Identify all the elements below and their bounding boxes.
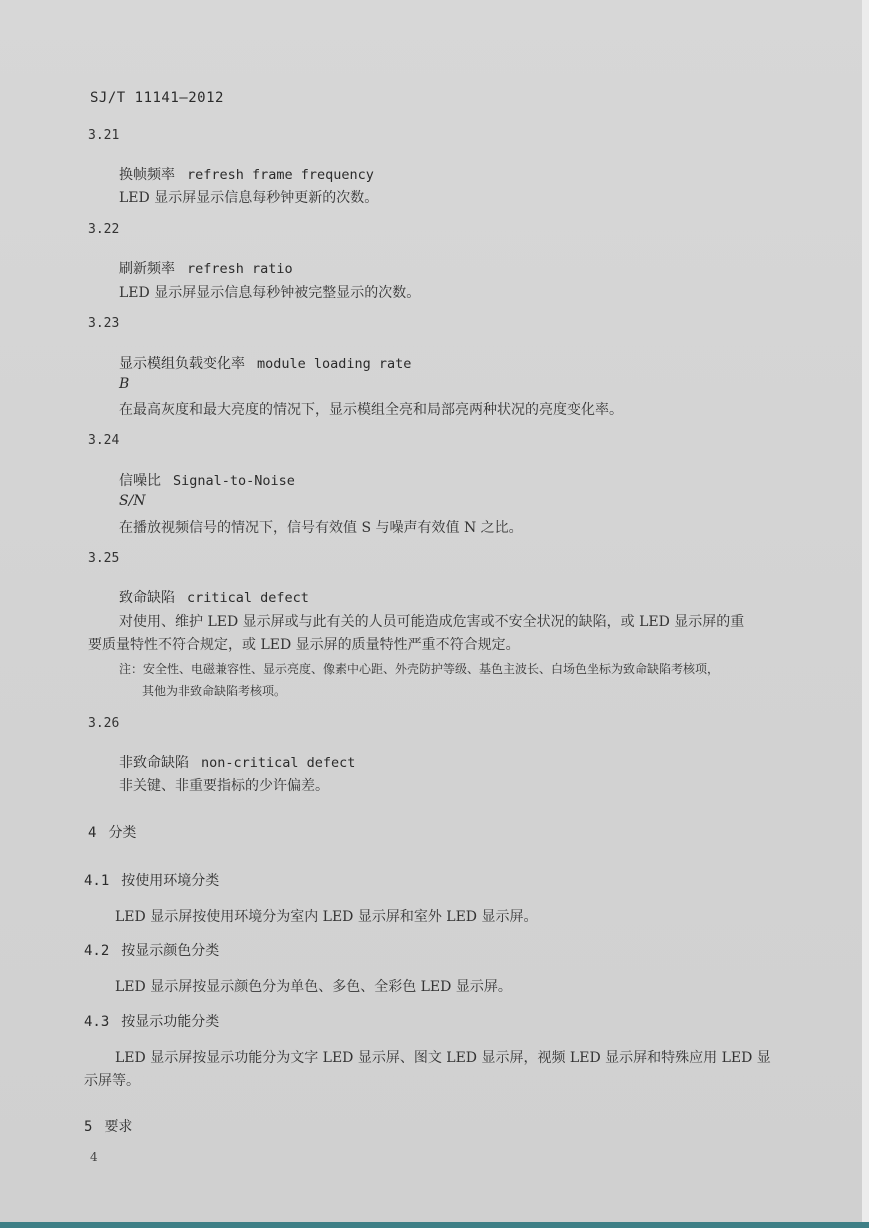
subsection-heading bbox=[84, 940, 219, 960]
subsection-number: 4.2 bbox=[84, 943, 110, 959]
subsection-title: 按使用环境分类 bbox=[121, 873, 220, 889]
term-symbol: S/N bbox=[119, 493, 146, 509]
term-definition: 在播放视频信号的情况下，信号有效值 S 与噪声有效值 N 之比。 bbox=[119, 520, 523, 536]
term-name-en: refresh frame frequency bbox=[187, 167, 374, 183]
subsection-number: 4.1 bbox=[84, 873, 110, 889]
term-name-cn: 信噪比 bbox=[119, 473, 161, 489]
section-title: 分类 bbox=[108, 825, 137, 841]
subsection-heading bbox=[84, 1011, 219, 1031]
term-definition: LED 显示屏显示信息每秒钟被完整显示的次数。 bbox=[119, 285, 421, 301]
term-name-en: refresh ratio bbox=[187, 261, 293, 277]
term-name-cn: 致命缺陷 bbox=[119, 590, 175, 606]
term-name-en: critical defect bbox=[187, 590, 309, 606]
subsection-title: 按显示功能分类 bbox=[121, 1014, 220, 1030]
standard-number-header: SJ/T 11141—2012 bbox=[90, 90, 224, 106]
term-number: 3.25 bbox=[88, 551, 120, 566]
term-definition: 非关键、非重要指标的少许偏差。 bbox=[119, 778, 329, 794]
term-definition: LED 显示屏显示信息每秒钟更新的次数。 bbox=[119, 190, 379, 206]
term-heading bbox=[119, 752, 355, 772]
term-number: 3.21 bbox=[88, 128, 120, 143]
term-definition: 在最高灰度和最大亮度的情况下，显示模组全亮和局部亮两种状况的亮度变化率。 bbox=[119, 402, 623, 418]
term-symbol: B bbox=[119, 376, 130, 392]
term-number: 3.23 bbox=[88, 316, 120, 331]
subsection-text-line: 示屏等。 bbox=[84, 1073, 140, 1089]
subsection-text-line: LED 显示屏按显示功能分为文字 LED 显示屏、图文 LED 显示屏，视频 LED 显示屏和特殊应用 LED 显 bbox=[115, 1050, 771, 1066]
term-definition-line: 对使用、维护 LED 显示屏或与此有关的人员可能造成危害或不安全状况的缺陷，或 LED 显示屏的重 bbox=[119, 614, 745, 630]
subsection-number: 4.3 bbox=[84, 1014, 110, 1030]
term-name-en: non-critical defect bbox=[201, 755, 356, 771]
page-edge bbox=[862, 0, 869, 1228]
section-title: 要求 bbox=[104, 1119, 133, 1135]
section-heading bbox=[84, 1116, 132, 1136]
term-name-en: Signal-to-Noise bbox=[173, 473, 295, 489]
term-heading bbox=[119, 258, 293, 278]
note-line: 其他为非致命缺陷考核项。 bbox=[142, 684, 287, 698]
subsection-title: 按显示颜色分类 bbox=[121, 943, 220, 959]
subsection-heading bbox=[84, 870, 219, 890]
subsection-text: LED 显示屏按使用环境分为室内 LED 显示屏和室外 LED 显示屏。 bbox=[115, 909, 538, 925]
term-definition-line: 要质量特性不符合规定，或 LED 显示屏的质量特性严重不符合规定。 bbox=[88, 637, 520, 653]
section-heading bbox=[88, 822, 136, 842]
term-name-cn: 刷新频率 bbox=[119, 261, 175, 277]
term-number: 3.22 bbox=[88, 222, 120, 237]
note-line: 注：安全性、电磁兼容性、显示亮度、像素中心距、外壳防护等级、基色主波长、白场色坐标为致命缺陷考核项， bbox=[119, 662, 720, 676]
section-number: 5 bbox=[84, 1119, 93, 1135]
page-number: 4 bbox=[90, 1150, 98, 1164]
term-name-cn: 非致命缺陷 bbox=[119, 755, 189, 771]
term-heading bbox=[119, 587, 309, 607]
bottom-strip bbox=[0, 1222, 869, 1228]
term-heading bbox=[119, 353, 411, 373]
term-name-cn: 换帧频率 bbox=[119, 167, 175, 183]
term-name-en: module loading rate bbox=[257, 356, 412, 372]
subsection-text: LED 显示屏按显示颜色分为单色、多色、全彩色 LED 显示屏。 bbox=[115, 979, 512, 995]
section-number: 4 bbox=[88, 825, 97, 841]
term-number: 3.24 bbox=[88, 433, 120, 448]
term-name-cn: 显示模组负载变化率 bbox=[119, 356, 245, 372]
term-number: 3.26 bbox=[88, 716, 120, 731]
term-heading bbox=[119, 470, 295, 490]
term-heading bbox=[119, 164, 374, 184]
